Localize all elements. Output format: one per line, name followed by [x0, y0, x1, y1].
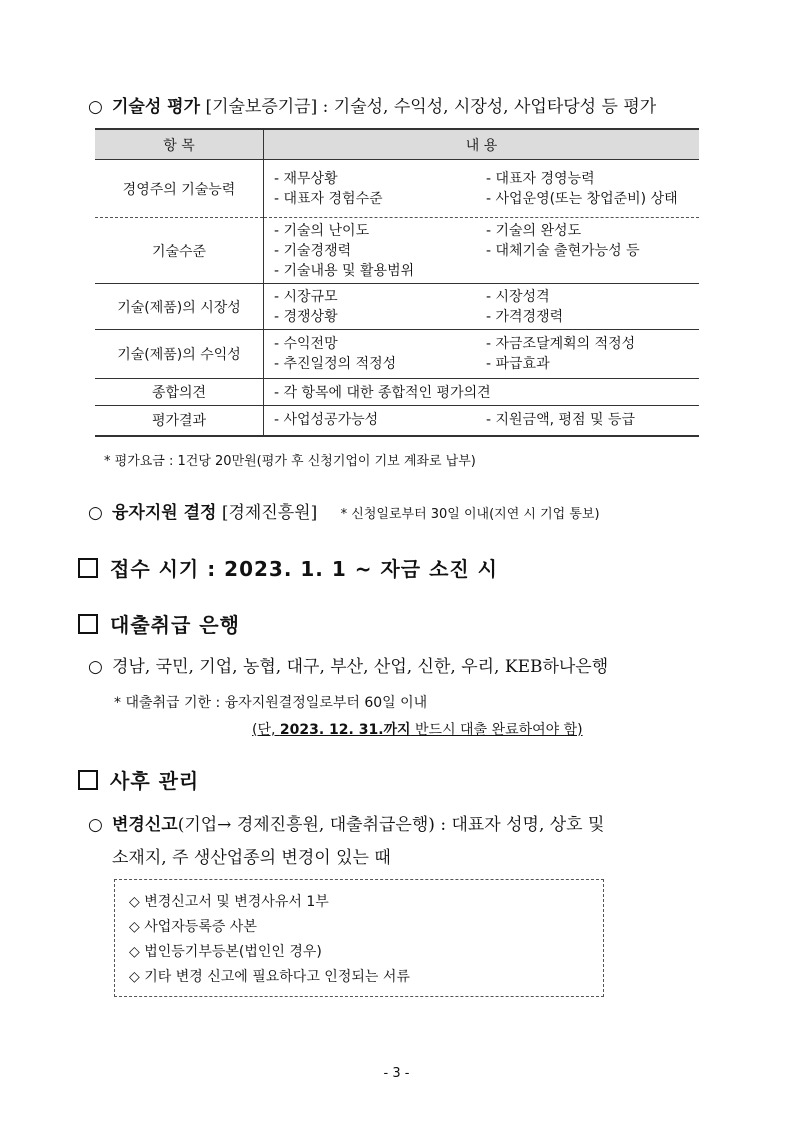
- row-item: [486, 261, 699, 281]
- loan-decision-title: 융자지원 결정: [112, 503, 217, 523]
- loan-decision-note: * 신청일로부터 30일 이내(지연 시 기업 통보): [340, 507, 600, 522]
- bullet-icon: ○: [88, 657, 103, 677]
- table-row: [95, 330, 699, 379]
- row-item: - 파급효과: [486, 356, 550, 372]
- tech-eval-desc: : 기술성, 수익성, 시장성, 사업타당성 등 평가: [322, 97, 657, 117]
- page-number: - 3 -: [383, 1066, 410, 1081]
- row-item: - 시장성격: [486, 288, 550, 305]
- row-item: - 기술의 완성도: [486, 222, 582, 239]
- row-item: - 시장규모: [274, 288, 338, 305]
- row-category: 종합의견: [95, 379, 264, 406]
- loan-deadline-note2: [252, 719, 583, 739]
- note-prefix: (단,: [252, 722, 280, 738]
- row-category: 기술(제품)의 시장성: [95, 284, 264, 330]
- row-category: 기술(제품)의 수익성: [95, 330, 264, 379]
- loan-deadline-note: * 대출취급 기한 : 융자지원결정일로부터 60일 이내: [114, 695, 428, 711]
- document-item: ◇ 법인등기부등본(법인인 경우): [129, 944, 322, 960]
- banks-heading: [78, 609, 240, 638]
- row-item: - 지원금액, 평점 및 등급: [486, 412, 636, 429]
- table-row: [95, 379, 699, 406]
- required-documents-box: [114, 879, 604, 997]
- row-item: - 대표자 경영능력: [486, 170, 595, 187]
- row-item: - 자금조달계획의 적정성: [486, 336, 636, 352]
- bullet-icon: ○: [88, 503, 103, 523]
- header-content: 내 용: [264, 129, 700, 160]
- note-suffix: 반드시 대출 완료하여야 함): [410, 722, 583, 738]
- tech-eval-org: [기술보증기금]: [205, 97, 318, 117]
- change-report-line1: [88, 810, 604, 835]
- row-category: 기술수준: [95, 218, 264, 284]
- banks-title: 대출취급 은행: [110, 613, 240, 637]
- reception-title: 접수 시기 : 2023. 1. 1 ~ 자금 소진 시: [110, 557, 498, 581]
- post-title: 사후 관리: [110, 769, 200, 793]
- row-item: - 기술내용 및 활용범위: [274, 262, 415, 279]
- row-item: - 가격경쟁력: [486, 308, 564, 325]
- row-item: - 사업운영(또는 창업준비) 상태: [486, 190, 678, 207]
- row-item: - 경쟁상황: [274, 308, 338, 325]
- checkbox-square-icon: [78, 558, 98, 578]
- eval-fee-note: * 평가요금 : 1건당 20만원(평가 후 신청기업이 기보 계좌로 납부): [104, 454, 476, 469]
- document-item: ◇ 변경신고서 및 변경사유서 1부: [129, 894, 329, 910]
- banks-list-line: [88, 652, 608, 677]
- document-item: ◇ 기타 변경 신고에 필요하다고 인정되는 서류: [129, 969, 410, 985]
- tech-eval-line: [88, 92, 656, 117]
- row-item: - 기술의 난이도: [274, 222, 370, 239]
- post-heading: [78, 765, 199, 794]
- row-category: 평가결과: [95, 406, 264, 436]
- row-item: - 수익전망: [274, 336, 338, 352]
- table-row: [95, 284, 699, 330]
- row-item: - 대체기술 출현가능성 등: [486, 242, 640, 259]
- row-item: - 기술경쟁력: [274, 242, 352, 259]
- checkbox-square-icon: [78, 770, 98, 790]
- checkbox-square-icon: [78, 614, 98, 634]
- table-header: [95, 129, 699, 160]
- change-report-text2: 소재지, 주 생산업종의 변경이 있는 때: [112, 848, 391, 868]
- header-item: 항 목: [95, 129, 264, 160]
- bullet-icon: ○: [88, 815, 103, 835]
- bullet-icon: ○: [88, 97, 103, 117]
- table-row: [95, 218, 699, 284]
- row-item: - 대표자 경험수준: [274, 190, 383, 207]
- reception-heading: [78, 553, 498, 582]
- loan-decision-line: [88, 498, 600, 523]
- evaluation-table: [95, 128, 699, 437]
- table-row: [95, 406, 699, 436]
- row-item: - 재무상황: [274, 170, 338, 187]
- document-item: ◇ 사업자등록증 사본: [129, 919, 257, 935]
- row-item: - 사업성공가능성: [274, 412, 379, 429]
- note-date: 2023. 12. 31.까지: [279, 722, 411, 738]
- tech-eval-title: 기술성 평가: [112, 97, 201, 117]
- row-item: - 각 항목에 대한 종합적인 평가의견: [274, 385, 491, 401]
- change-report-title: 변경신고: [112, 815, 178, 835]
- row-category: 경영주의 기술능력: [95, 160, 264, 218]
- row-item: - 추진일정의 적정성: [274, 356, 397, 372]
- loan-decision-org: [경제진흥원]: [221, 503, 318, 523]
- banks-list: 경남, 국민, 기업, 농협, 대구, 부산, 산업, 신한, 우리, KEB하나은행: [112, 657, 609, 677]
- change-report-text1: (기업→ 경제진흥원, 대출취급은행) : 대표자 성명, 상호 및: [177, 815, 605, 835]
- table-row: [95, 160, 699, 218]
